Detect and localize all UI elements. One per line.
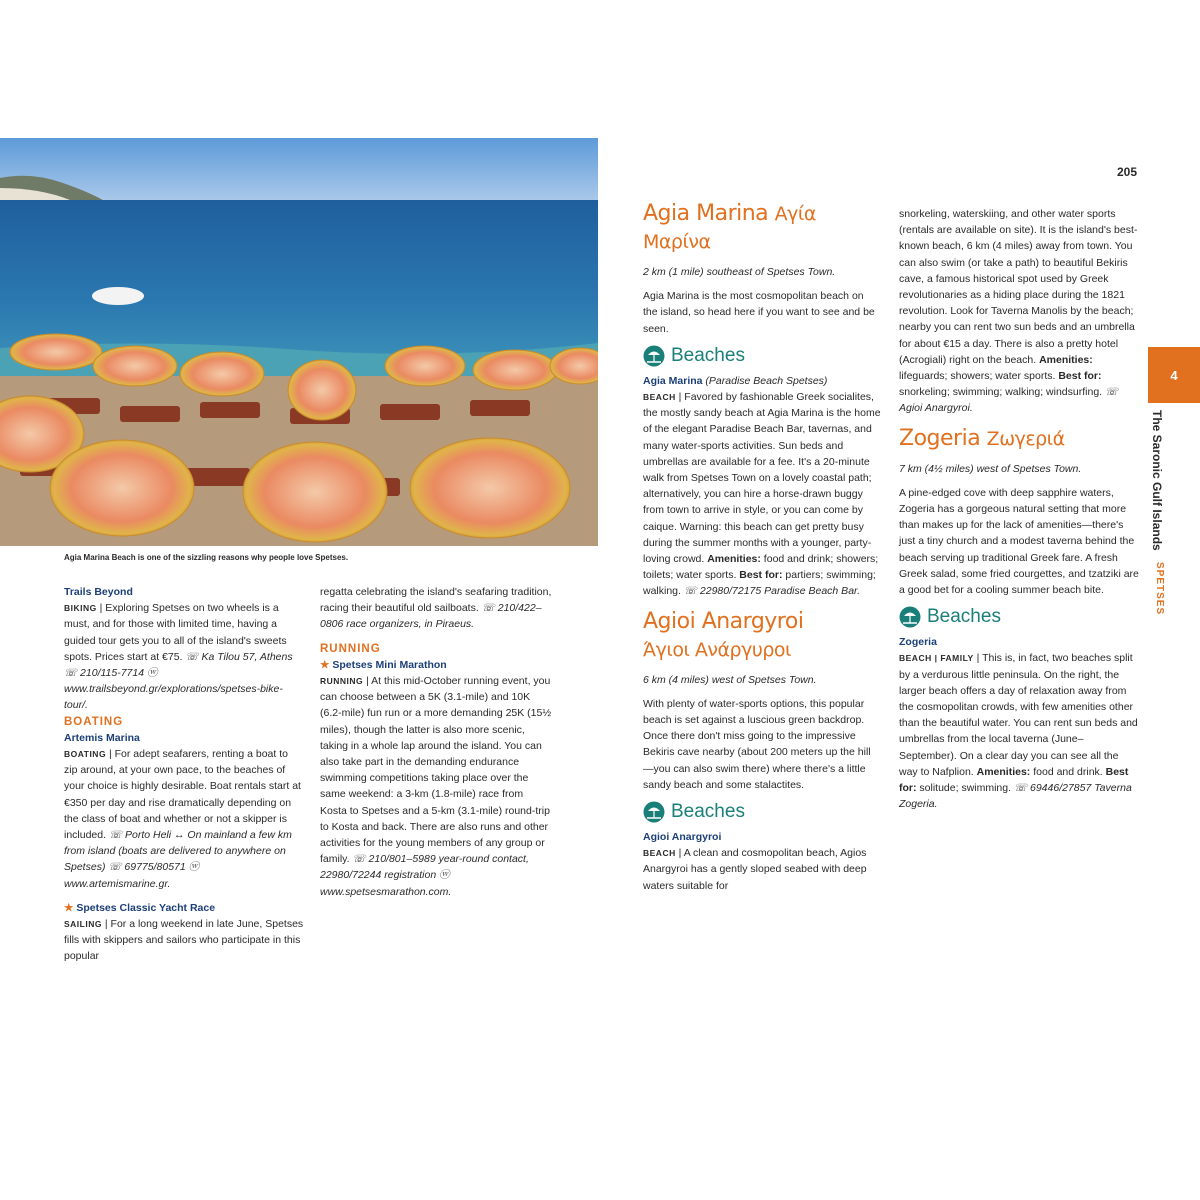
page-number: 205: [1117, 165, 1138, 179]
zogeria-intro: A pine-edged cove with deep sapphire waters, Zogeria has a gorgeous natural setting that more than makes up for the lack of amenities—there's just a tiny church and a modest taverna behind the beach serving up traditional Greek fare. A fresh Greek salad, some fried courgettes, and tzatziki are a good bet for a cooling summer beach bite.: [899, 486, 1139, 597]
yacht-race-entry: SAILING | For a long weekend in late June, Spetses fills with skippers and sailors who participate in this popular: [64, 918, 304, 963]
boating-heading: BOATING: [64, 715, 124, 728]
agia-marina-intro: Agia Marina is the most cosmopolitan beach on the island, so head here if you want to see and be seen.: [643, 290, 875, 335]
beach-umbrella-icon: [899, 606, 921, 628]
agia-marina-beach-entry: Agia Marina (Paradise Beach Spetses) BEACH | Favored by fashionable Greek socialites, the mostly sandy beach at Agia Marina is the home of the elegant Paradise Beach Bar, tavernas, and many water-sports activities. Sun beds and umbrellas are available for a fee. It's a 20-minute walk from Spetses Town on a lovely coastal path; alternatively, you can hire a horse-drawn buggy from town to arrive in style, or you can come by caique. Warning: this beach can get pretty busy during the summer months with a younger, party-loving crowd. Amenities: food and drink; showers; toilets; water sports. Best for: partiers; swimming; walking. ☏ 22980/72175 Paradise Beach Bar.: [643, 374, 881, 598]
zogeria-title: Zogeria Ζωγεριά: [899, 425, 1065, 451]
zogeria-beach-entry: Zogeria BEACH | FAMILY | This is, in fact, two beaches split by a verdurous little peninsula. On the right, the larger beach offers a day of relaxation away from the cosmopolitan crowds, with few amenities other than the beautiful water. You can rent sun beds and umbrellas from the local taverna (June–September). On a clear day you can see all the way to Nafplion. Amenities: food and drink. Best for: solitude; swimming. ☏ 69446/27857 Taverna Zogeria.: [899, 636, 1138, 811]
column-1: [64, 584, 304, 965]
zogeria-distance: 7 km (4½ miles) west of Spetses Town.: [899, 462, 1082, 475]
beach-umbrella-icon: [643, 801, 665, 823]
mini-marathon-entry: RUNNING | At this mid-October running event, you can choose between a 5K (3.1-mile) and 10K (6.2-mile) fun run or a more demanding 25K (15½ miles), though the latter is also more scenic, taking in a whole lap around the island. You can also take part in the demanding endurance swimming competitions taking place over the same weekend: a 3-km (1.8-mile) race from Kosta to Spetses and a 5-km (3.1-mile) round-trip to Kosta and back. There are also runs and other activities for the young members of any group or family. ☏ 210/801–5989 year-round contact, 22980/72244 registration ⓦ www.spetsesmarathon.com.: [320, 675, 552, 898]
beach-photo: [0, 138, 598, 546]
artemis-marina-heading: Artemis Marina: [64, 731, 140, 744]
agioi-anargyroi-title: Agioi Anargyroi: [643, 608, 804, 634]
chapter-subtitle: SPETSES: [1154, 562, 1165, 616]
chapter-title: The Saronic Gulf Islands: [1150, 410, 1164, 551]
yacht-race-heading: ★ Spetses Classic Yacht Race: [64, 901, 216, 914]
artemis-marina-entry: BOATING | For adept seafarers, renting a boat to zip around, at your own pace, to the beaches of your choice is highly desirable. Boat rentals start at €350 per day and rise dramatically depending on the class of boat and whether or not a skipper is included. ☏ Porto Heli ↔ On mainland a few km from island (boats are delivered to anywhere on Spetses) ☏ 69775/80571 ⓦ www.artemismarine.gr.: [64, 748, 301, 890]
mini-marathon-heading: ★ Spetses Mini Marathon: [320, 658, 447, 671]
agioi-anargyroi-distance: 6 km (4 miles) west of Spetses Town.: [643, 673, 817, 686]
beaches-heading: Beaches: [643, 343, 881, 369]
trails-beyond-entry: BIKING | Exploring Spetses on two wheels is a must, and for those with limited time, having a guided tour gets you to all of the island's sweets spots. Prices start at €75. ☏ Ka Tilou 57, Athens ☏ 210/115-7714 ⓦ www.trailsbeyond.gr/explorations/spetses-bike-tour/.: [64, 602, 293, 712]
agioi-anargyroi-intro: With plenty of water-sports options, this popular beach is set against a luscious green backdrop. Once there don't miss going to the impressive Bekiris cave nearby (about 200 meters up the hill—you can also swim there) where there's a little sandy beach and some stalactites.: [643, 697, 871, 791]
agioi-anargyroi-continued: snorkeling, waterskiing, and other water sports (rentals are available on site). It is the island's best-known beach, 6 km (4 miles) away from town. You can also swim (or take a path) to beautiful Bekiris cave, a famous historical spot used by Greek revolutionaries as a hiding place during the 1821 revolution. Look for Taverna Manolis by the beach; nearby you can rent two sun beds and an umbrella for about €15 a day. There is also a pretty hotel (Acrogiali) right on the beach. Amenities: lifeguards; showers; water sports. Best for: snorkeling; swimming; walking; windsurfing. ☏ Agioi Anargyroi.: [899, 208, 1138, 415]
agia-marina-distance: 2 km (1 mile) southeast of Spetses Town.: [643, 266, 836, 278]
agia-marina-title: Agia Marina Αγία Μαρίνα: [643, 201, 816, 253]
agioi-anargyroi-beach-entry: Agioi Anargyroi BEACH | A clean and cosmopolitan beach, Agios Anargyroi has a gently sloped seabed with deep waters suitable for: [643, 831, 867, 892]
column-2: [320, 584, 552, 900]
beach-umbrella-icon: [643, 345, 665, 367]
star-icon: ★: [64, 901, 74, 914]
regatta-entry: regatta celebrating the island's seafaring tradition, racing their beautiful old sailboats. ☏ 210/422–0806 race organizers, in Piraeus.: [320, 586, 552, 631]
column-4: [899, 206, 1139, 813]
star-icon: ★: [320, 658, 330, 671]
photo-caption: Agia Marina Beach is one of the sizzling reasons why people love Spetses.: [64, 553, 349, 562]
beaches-heading: Beaches: [643, 799, 881, 825]
column-3: [643, 200, 881, 894]
beaches-heading: Beaches: [899, 604, 1139, 630]
running-heading: RUNNING: [320, 642, 381, 655]
agioi-anargyroi-greek: Άγιοι Ανάργυροι: [643, 638, 791, 661]
chapter-tab: 4: [1148, 347, 1200, 403]
trails-beyond-heading: Trails Beyond: [64, 586, 133, 598]
chapter-subtitle-wrap: [1154, 562, 1165, 615]
